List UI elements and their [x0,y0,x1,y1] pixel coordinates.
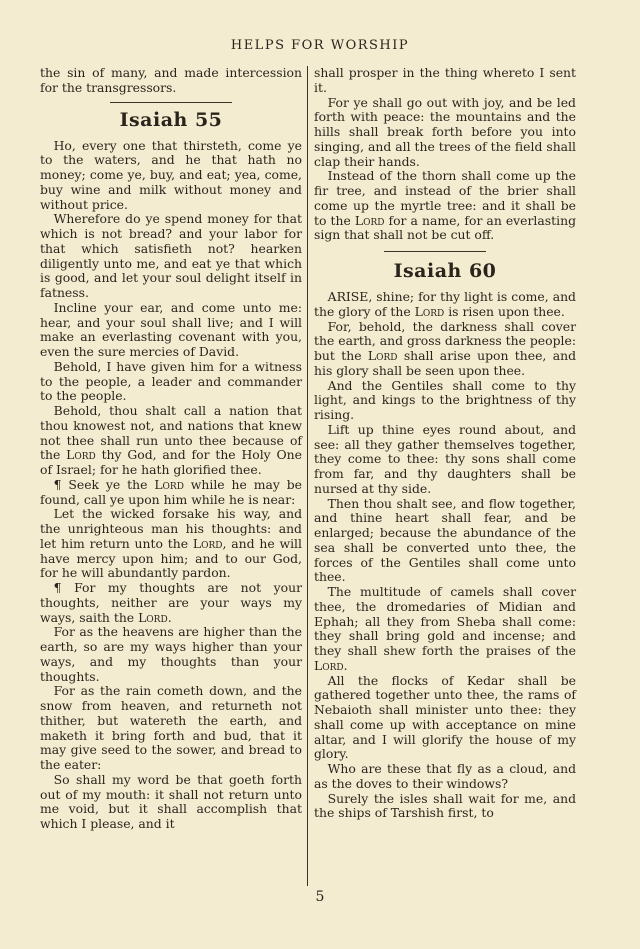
section-divider [384,251,486,252]
verse-paragraph: Then thou shalt see, and flow together, and thine heart shall fear, and be enlarged; because the abundance of the sea shall be converted unto thee, the forces of the Gentiles shall come unto thee. [314,495,576,585]
verse-paragraph: Incline your ear, and come unto me: hear, and your soul shall live; and I will make an everlasting covenant with you, even the sure mercies of David. [40,299,302,359]
verse-paragraph: Surely the isles shall wait for me, and the ships of Tarshish first, to [314,790,576,821]
chapter-title-isaiah-55: Isaiah 55 [119,108,223,131]
section-divider [110,102,232,103]
verse-paragraph: Instead of the thorn shall come up the fir tree, and instead of the brier shall come up the myrtle tree: and it shall be to the Lord for a name, for an everlasting sign that shall not be cut off. [314,168,576,243]
verse-paragraph: Lift up thine eyes round about, and see: all they gather themselves together, they come to thee: thy sons shall come from far, and thy daughters shall be nursed at thy side. [314,421,576,496]
verse-paragraph: ¶ Seek ye the Lord while he may be found, call ye upon him while he is near: [40,476,302,507]
verse-paragraph: For ye shall go out with joy, and be led forth with peace: the mountains and the hills shall break forth before you into singing, and all the trees of the field shall clap their hands. [314,94,576,169]
carry-over-text: the sin of many, and made intercession for the transgressors. [40,65,302,95]
verse-paragraph: The multitude of camels shall cover thee, the dromedaries of Midian and Ephah; all they from Sheba shall come: they shall bring gold and incense; and they shall shew forth the praises of the Lord. [314,584,576,673]
column-divider [307,66,308,886]
page-number: 5 [315,889,325,905]
verse-paragraph: For as the heavens are higher than the earth, so are my ways higher than your ways, and my thoughts than your thoughts. [40,624,302,684]
verse-paragraph: Who are these that fly as a cloud, and as the doves to their windows? [314,761,576,791]
isaiah-55-verses [40,139,302,832]
verse-paragraph: For as the rain cometh down, and the snow from heaven, and returneth not thither, but watereth the earth, and maketh it bring forth and bud, that it may give seed to the sower, and bread to the eater: [40,683,302,772]
isaiah-60-verses [314,290,576,821]
verse-paragraph: ARISE, shine; for thy light is come, and the glory of the Lord is risen upon thee. [314,289,576,319]
carry-over-text: shall prosper in the thing whereto I sent it. [314,65,576,95]
chapter-title-isaiah-60: Isaiah 60 [393,260,497,282]
verse-paragraph: So shall my word be that goeth forth out of my mouth: it shall not return unto me void, but it shall accomplish that which I please, and it [40,771,302,831]
verse-paragraph: Let the wicked forsake his way, and the unrighteous man his thoughts: and let him return unto the Lord, and he will have mercy upon him; and to our God, for he will abundantly pardon. [40,506,302,581]
verse-paragraph: ¶ For my thoughts are not your thoughts, neither are your ways my ways, saith the Lord. [40,580,302,625]
verse-paragraph: Wherefore do ye spend money for that which is not bread? and your labor for that which satisfieth not? hearken diligently unto me, and eat ye that which is good, and let your soul delight itself in fatness. [40,211,302,300]
right-column [314,66,576,821]
verse-paragraph: Ho, every one that thirsteth, come ye to the waters, and he that hath no money; come ye, buy, and eat; yea, come, buy wine and milk without money and without price. [40,137,302,212]
verse-paragraph: And the Gentiles shall come to thy light, and kings to the brightness of thy rising. [314,377,576,422]
isaiah-55-closing-verses [314,96,576,244]
verse-paragraph: Behold, thou shalt call a nation that thou knowest not, and nations that knew not thee shall run unto thee because of the Lord thy God, and for the Holy One of Israel; for he hath glorified thee. [40,403,302,477]
left-column [40,66,302,832]
verse-paragraph: Behold, I have given him for a witness to the people, a leader and commander to the people. [40,358,302,404]
verse-paragraph: For, behold, the darkness shall cover the earth, and gross darkness the people: but the Lord shall arise upon thee, and his glory shall be seen upon thee. [314,318,577,378]
verse-paragraph: All the flocks of Kedar shall be gathered together unto thee, the rams of Nebaioth shall minister unto thee: they shall come up with acceptance on mine altar, and I will glorify the house of my glory. [314,672,576,762]
running-header: HELPS FOR WORSHIP [230,38,410,53]
